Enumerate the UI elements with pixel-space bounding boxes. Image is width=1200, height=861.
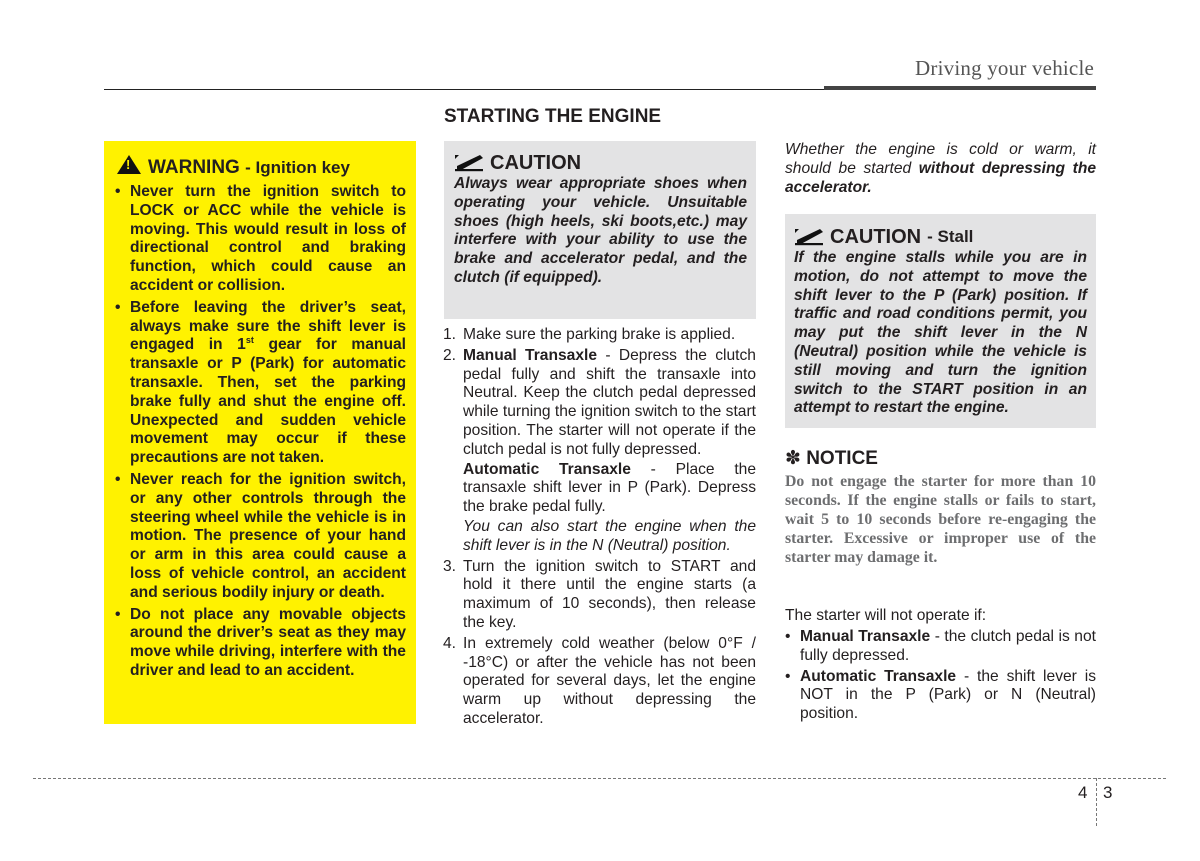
warning-heading xyxy=(115,155,406,180)
step-item: 3. Turn the ignition switch to START and hold it there until the engine starts (a maximum of 10 seconds), then release the key. xyxy=(443,557,756,631)
starter-condition: • Manual Transaxle - the clutch pedal is not fully depressed. xyxy=(785,628,1096,664)
caution-title: CAUTION xyxy=(490,152,582,174)
chapter-title: Driving your vehicle xyxy=(915,56,1094,80)
intro-text: Whether the engine is cold or warm, it should be started without depressing the accelerator. xyxy=(785,141,1097,196)
starter-intro: The starter will not operate if: xyxy=(785,607,987,624)
starting-steps xyxy=(443,326,756,731)
section-title: STARTING THE ENGINE xyxy=(444,106,662,127)
step-item: 2. Manual Transaxle - Depress the clutch pedal fully and shift the transaxle into Neutral. Keep the clutch pedal depressed while turning the ignition switch to the start position. The starter will not operate if the clutch pedal is not fully depressed. Automatic Transaxle - Place the transaxle shift lever in P (Park). Depress the brake pedal fully. You can also start the engine when the shift lever is in the N (Neutral) position. xyxy=(443,346,757,554)
starter-condition: • Automatic Transaxle - the shift lever is NOT in the P (Park) or N (Neutral) position. xyxy=(785,667,1096,723)
warning-item: • Do not place any movable objects around the driver’s seat as they may move while driving, interfere with the driver and lead to an accident. xyxy=(115,606,406,681)
warning-item: • Never turn the ignition switch to LOCK or ACC while the vehicle is moving. This would result in loss of directional control and braking function, which could cause an accident or collision. xyxy=(115,183,406,296)
step-item: 1. Make sure the parking brake is applied. xyxy=(443,326,736,343)
warning-box xyxy=(104,141,416,724)
warning-subtitle: - Ignition key xyxy=(245,158,350,177)
manual-transaxle-label: Manual Transaxle xyxy=(463,346,597,364)
caution-text: If the engine stalls while you are in motion, do not attempt to move the shift lever to the P (Park) position. If traffic and road conditions permit, you may put the shift lever in the N (Neutral) position while the vehicle is still moving and turn the ignition switch to the START position in an attempt to restart the engine. xyxy=(794,249,1087,417)
warning-title: WARNING xyxy=(148,157,240,178)
page-number-divider xyxy=(1096,778,1097,826)
starter-conditions xyxy=(785,628,1096,726)
caution-stall-box xyxy=(785,214,1096,428)
warning-list xyxy=(115,183,406,681)
notice-star-icon: ✽ xyxy=(785,448,801,469)
warning-triangle-icon xyxy=(117,155,141,174)
warning-item: • Never reach for the ignition switch, or any other controls through the steering wheel while the vehicle is in motion. The presence of your hand or arm in this area could cause a loss of vehicle control, an accident and serious bodily injury or death. xyxy=(115,471,406,603)
automatic-transaxle-label: Automatic Transaxle xyxy=(463,460,631,478)
caution-text: Always wear appropriate shoes when operating your vehicle. Unsuitable shoes (high heels, ski boots,etc.) may interfere with your ability to use the brake and accelerator pedal, and the clutch (if equipped). xyxy=(454,175,747,286)
notice-title: NOTICE xyxy=(806,448,878,469)
caution-heading xyxy=(794,225,1087,249)
caution-box xyxy=(444,141,756,319)
footer-divider xyxy=(33,778,1166,779)
warning-item: • Before leaving the driver’s seat, always make sure the shift lever is engaged in 1st gear for manual transaxle or P (Park) for automatic transaxle. Then, set the parking brake fully and shut the engine off. Unexpected and sudden vehicle movement may occur if these precautions are not taken. xyxy=(115,299,406,468)
chapter-number: 4 xyxy=(1078,783,1088,802)
notice-text: Do not engage the starter for more than 10 seconds. If the engine stalls or fails to start, wait 5 to 10 seconds before re-engaging the starter. Excessive or improper use of the starter may damage it. xyxy=(785,473,1096,566)
step-note: You can also start the engine when the shift lever is in the N (Neutral) position. xyxy=(463,517,756,554)
pencil-icon xyxy=(794,228,824,246)
step-item: 4. In extremely cold weather (below 0°F / -18°C) or after the vehicle has not been operated for several days, let the engine warm up without depressing the accelerator. xyxy=(443,634,756,727)
caution-heading xyxy=(454,151,747,175)
header-rule-accent xyxy=(824,86,1096,90)
header-rule xyxy=(104,89,824,90)
pencil-icon xyxy=(454,154,484,172)
caution-subtitle: - Stall xyxy=(927,227,974,246)
page-number: 3 xyxy=(1103,783,1113,802)
notice-heading xyxy=(785,447,878,470)
caution-title: CAUTION xyxy=(830,226,922,248)
